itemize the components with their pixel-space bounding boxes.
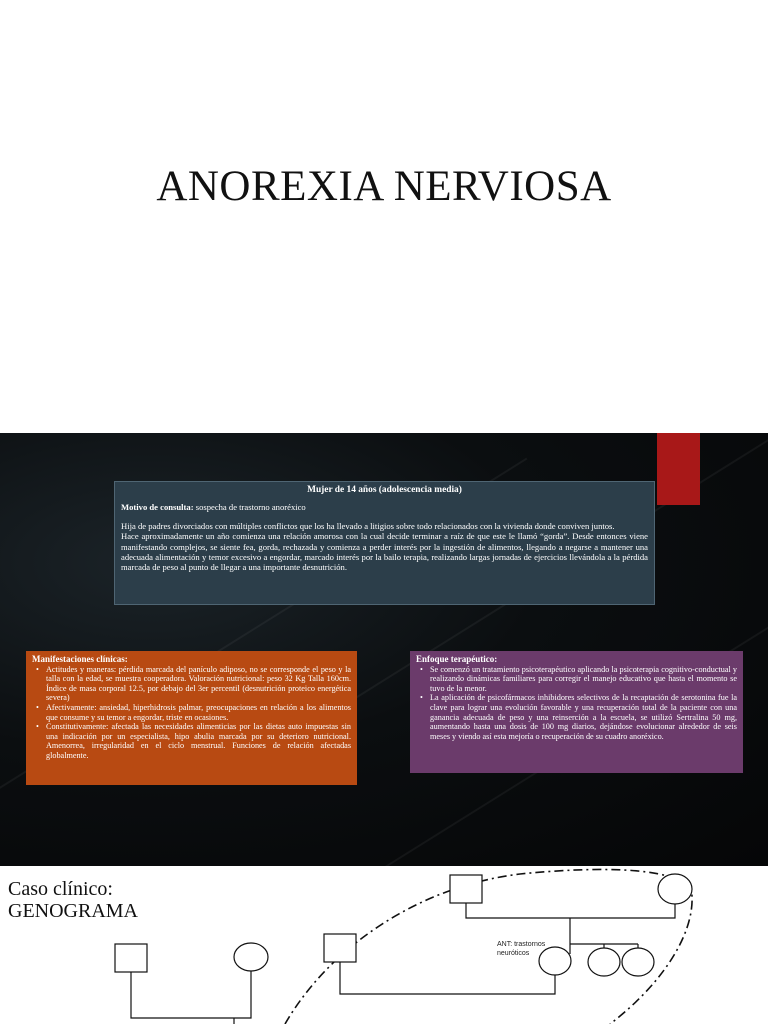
relationship-line xyxy=(131,971,251,1018)
list-item: • Afectivamente: ansiedad, hiperhidrosis palmar, preocupaciones en relación a los alimentos que consume y su temor a engordar, triste en ocasiones. xyxy=(46,703,351,722)
therapeutic-approach-box xyxy=(410,651,743,773)
title-slide xyxy=(0,0,768,433)
clinical-manifestations-list xyxy=(32,665,351,761)
list-item: • Se comenzó un tratamiento psicoterapéutico aplicando la psicoterapia cognitivo-conductual y realizando dinámicas familiares para corregir el manejo educativo que hasta el momento se tuvo de la menor. xyxy=(430,665,737,694)
list-item: • Actitudes y maneras: pérdida marcada del panículo adiposo, no se corresponde el peso y la talla con la edad, se muestra cooperadora. Valoración nutricional: peso 32 Kg Talla 160cm. Índice de masa corporal 12.5, por debajo del 3er percentil (desnutrición proteico energética severa) xyxy=(46,665,351,703)
case-title: Mujer de 14 años (adolescencia media) xyxy=(307,485,462,495)
case-paragraph: Hija de padres divorciados con múltiples conflictos que los ha llevado a litigios sobre todo relacionados con la vivienda donde conviven juntos. xyxy=(121,520,615,531)
genogram-annotation xyxy=(497,940,567,958)
clinical-manifestations-box xyxy=(26,651,357,785)
genogram-annotation-line1: ANT: trastornos xyxy=(497,941,546,948)
case-slide xyxy=(0,433,768,866)
consult-reason-label: Motivo de consulta: xyxy=(121,502,194,513)
genogram-annotation-line2: neuróticos xyxy=(497,950,530,957)
list-item: • La aplicación de psicofármacos inhibidores selectivos de la recaptación de serotonina fue la clave para lograr una evolución favorable y una recuperación total de la paciente con una ganancia adecuada de peso y una reinserción a la escuela, se utilizó Sertralina 50 mg, aumentando hasta una dosis de 100 mg diarios, dejándose evolucionar alrededor de seis meses y viendo así esta mejoría o recuperación de su cuadro anoréxico. xyxy=(430,693,737,741)
relationship-line xyxy=(466,903,675,918)
slide-title: ANOREXIA NERVIOSA xyxy=(156,163,612,210)
consult-reason xyxy=(121,502,648,512)
genogram-title-line2: GENOGRAMA xyxy=(8,900,138,922)
case-summary-box xyxy=(114,481,655,605)
case-paragraph: Hace aproximadamente un año comienza una relación amorosa con la cual decide terminar a raíz de que este le llamó “gorda”. Desde entonces viene manifestando complejos, se siente fea, gorda, rechazada y comienza a perder interés por la ingestión de alimentos, llegando a negarse a mantener una adecuada alimentación y temor excesivo a engordar, marcado interés por la bailo terapia, realizando largas jornadas de ejercicios llevándola a la pérdida marcada de peso al punto de llegar a una importante desnutrición. xyxy=(121,531,648,573)
female-symbol xyxy=(622,948,654,976)
accent-bar xyxy=(657,433,700,505)
consult-reason-text: sospecha de trastorno anoréxico xyxy=(193,502,306,513)
genogram-title-line1: Caso clínico: xyxy=(8,878,113,900)
list-item: • Constitutivamente: afectada las necesidades alimenticias por las dietas auto impuestas sin una indicación por un especialista, hipo abulia marcada por su deterioro nutricional. Amenorrea, irregularidad en el ciclo menstrual. Funciones de relación afectadas globalmente. xyxy=(46,722,351,760)
female-symbol xyxy=(234,943,268,971)
clinical-manifestations-title: Manifestaciones clínicas: xyxy=(32,654,128,664)
therapeutic-approach-title: Enfoque terapéutico: xyxy=(416,654,498,664)
female-symbol xyxy=(658,874,692,904)
genogram-diagram xyxy=(0,866,768,1024)
male-symbol xyxy=(115,944,147,972)
male-symbol xyxy=(324,934,356,962)
female-symbol xyxy=(588,948,620,976)
male-symbol xyxy=(450,875,482,903)
genogram-slide xyxy=(0,866,768,1024)
therapeutic-approach-list xyxy=(416,665,737,742)
descent-line xyxy=(340,962,555,994)
